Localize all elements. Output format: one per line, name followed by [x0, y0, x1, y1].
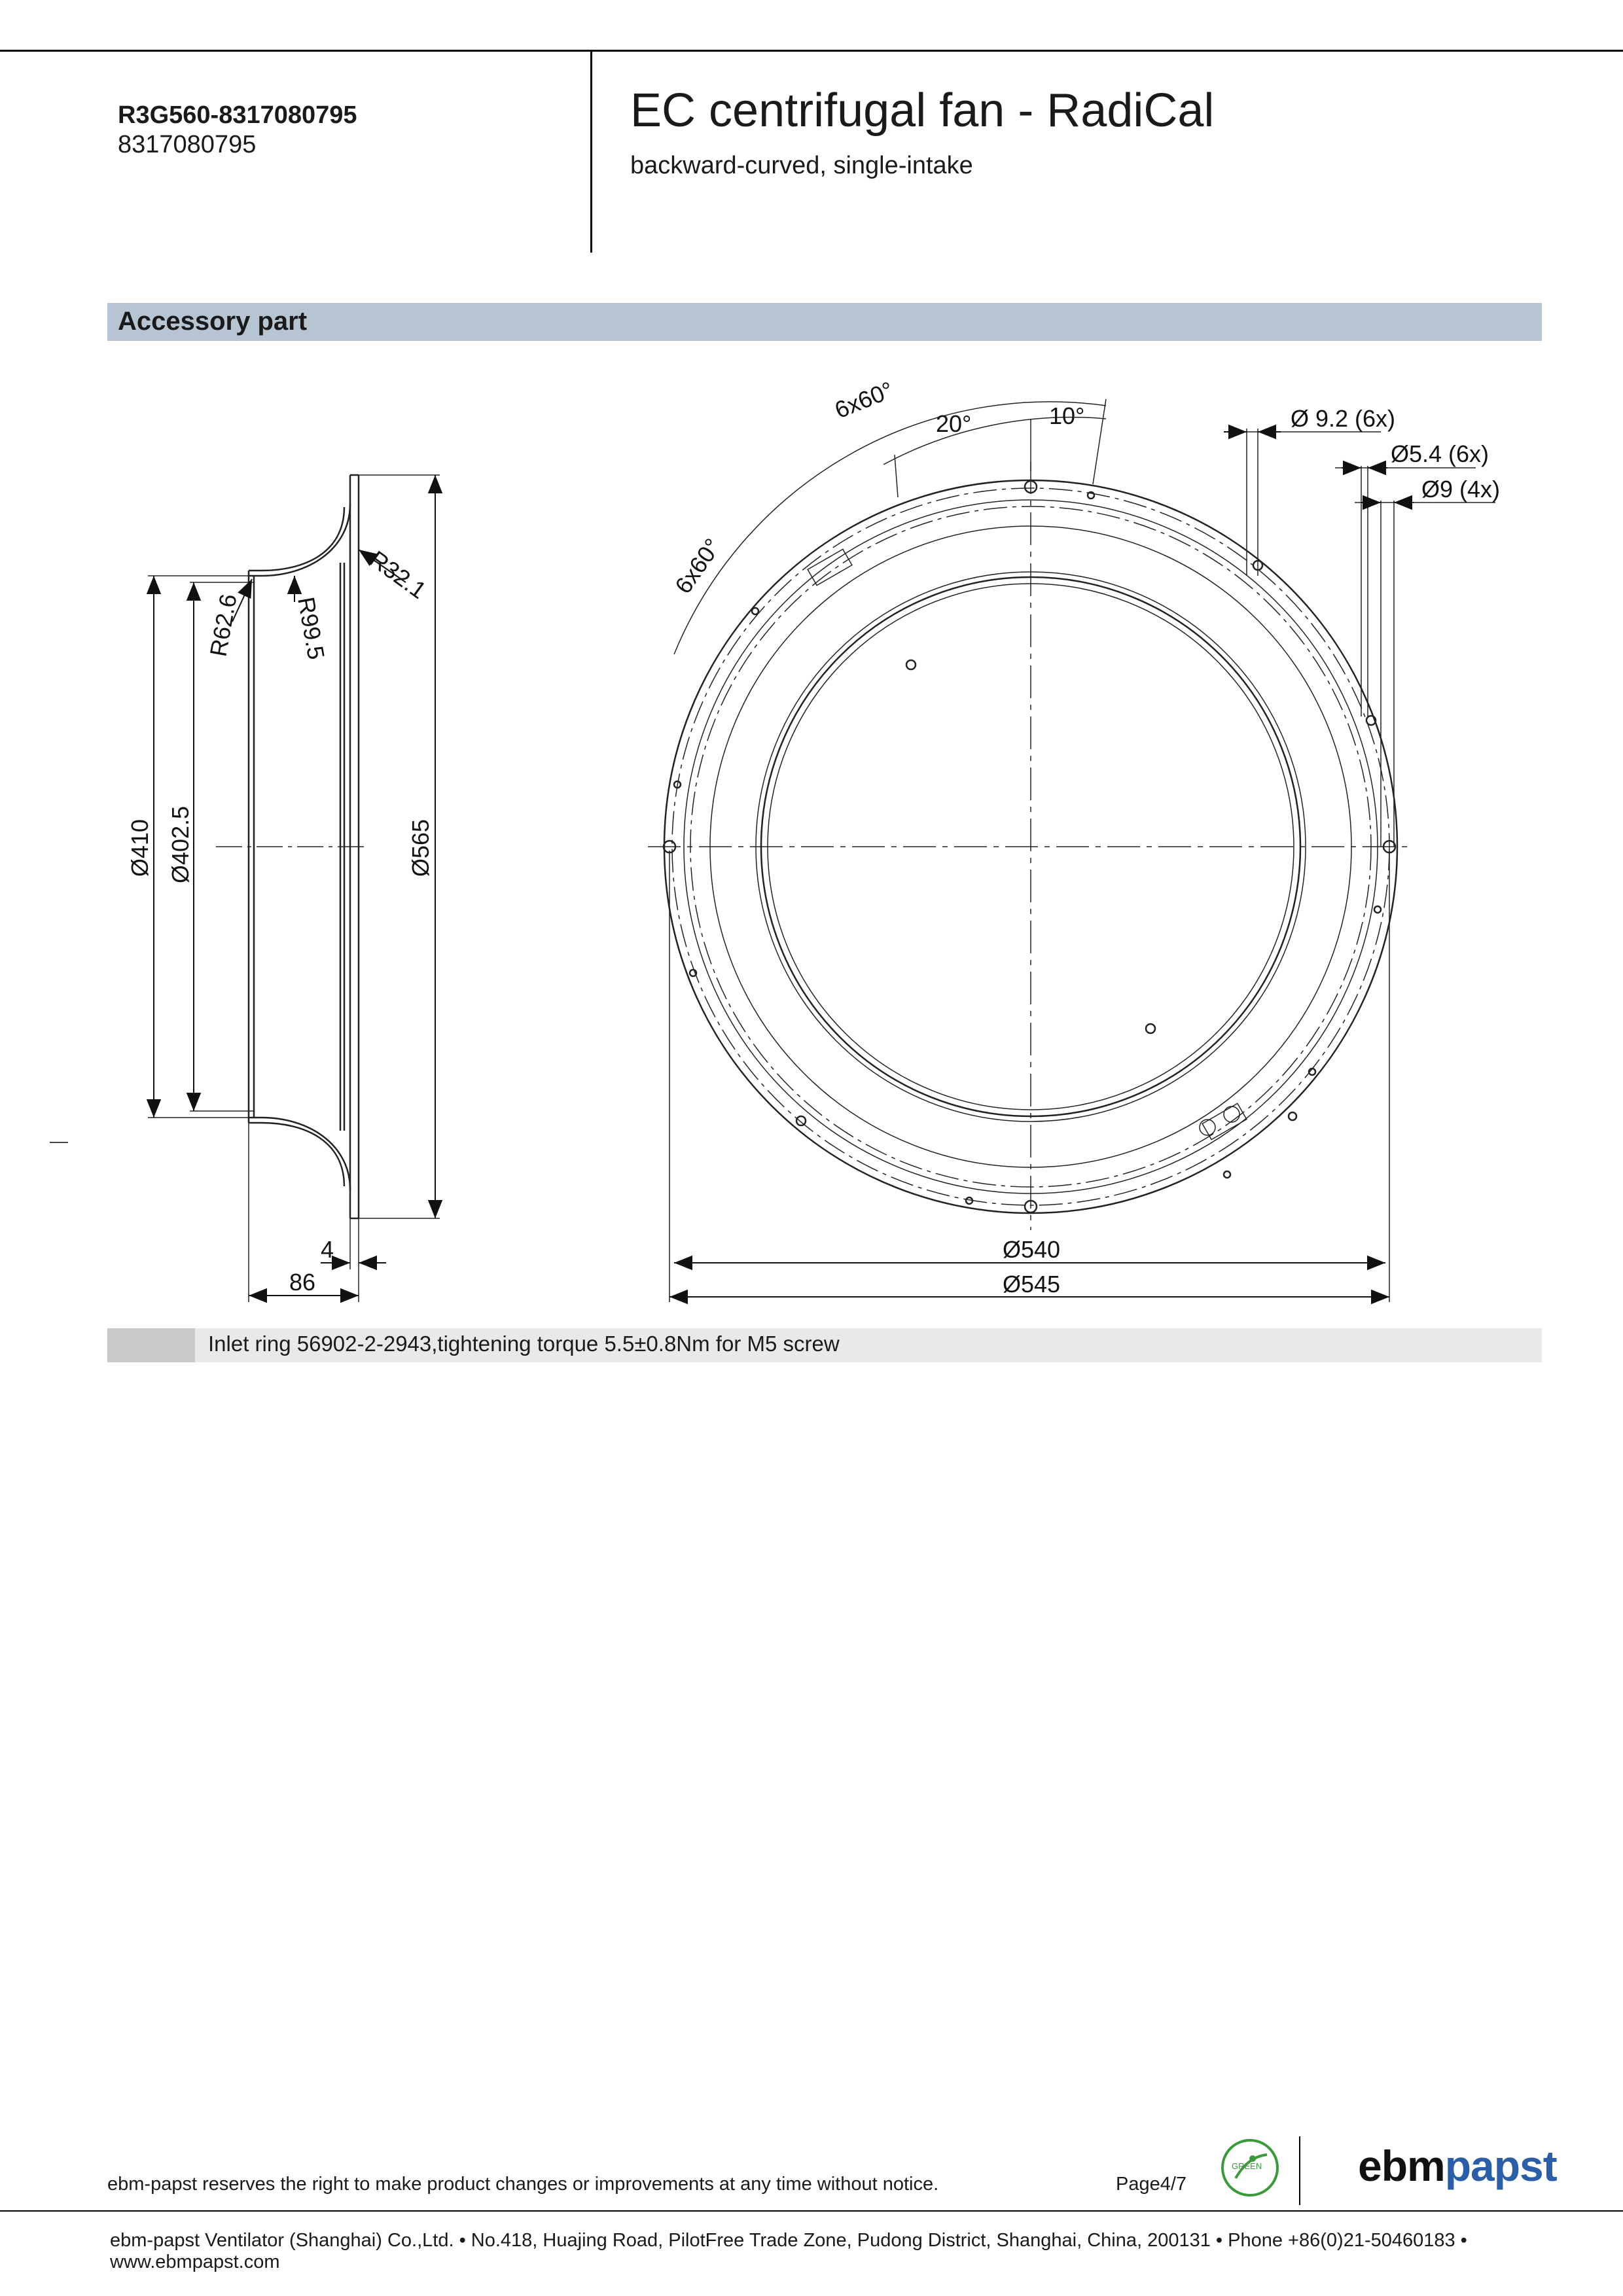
article-number: 8317080795: [118, 131, 257, 158]
pitch-inner-label: 6x60°: [669, 533, 726, 599]
angle-20-label: 20°: [936, 410, 972, 437]
brand-part1: ebm: [1358, 2142, 1445, 2190]
thickness-label: 4: [321, 1236, 334, 1263]
dim-545-label: Ø545: [1003, 1271, 1061, 1298]
brand-logo: [1358, 2141, 1557, 2191]
page-title: EC centrifugal fan - RadiCal: [630, 84, 1215, 137]
green-label-text: GREEN: [1232, 2161, 1262, 2171]
note-key-cell: [107, 1328, 195, 1362]
section-title: Accessory part: [118, 307, 308, 336]
hole-54-label: Ø5.4 (6x): [1391, 440, 1489, 467]
side-view-labels: [126, 545, 434, 1296]
side-view-dimensions: [154, 475, 435, 1296]
green-label-icon: [1219, 2136, 1281, 2199]
note-text: Inlet ring 56902-2-2943,tightening torque 5.5±0.8Nm for M5 screw: [208, 1332, 840, 1356]
model-number: R3G560-8317080795: [118, 101, 357, 129]
hole-92-label: Ø 9.2 (6x): [1291, 405, 1396, 432]
depth-label: 86: [289, 1269, 316, 1296]
dim-565-label: Ø565: [407, 819, 434, 877]
technical-drawing: [0, 353, 1623, 1322]
footer-address: ebm-papst Ventilator (Shanghai) Co.,Ltd. • No.418, Huajing Road, PilotFree Trade Zone, Pudong District, Shanghai, China, 200131 • Phone +86(0)21-50460183 • www.ebmpapst.com: [110, 2230, 1467, 2272]
front-view-labels: [669, 376, 1500, 1298]
radius-99-label: R99.5: [293, 595, 330, 662]
front-view: [648, 399, 1495, 1302]
page-subtitle: backward-curved, single-intake: [630, 152, 973, 179]
dim-402-label: Ø402.5: [167, 805, 194, 883]
header-divider: [590, 50, 592, 253]
hole-9-label: Ø9 (4x): [1421, 476, 1501, 503]
section-header-bar: [107, 303, 1542, 341]
footer-logo-divider: [1299, 2136, 1300, 2205]
page-number: Page4/7: [1116, 2174, 1187, 2195]
footer-disclaimer: ebm-papst reserves the right to make product changes or improvements at any time without notice.: [107, 2174, 939, 2195]
header-top-rule: [0, 50, 1623, 52]
pitch-outer-label: 6x60°: [830, 376, 897, 424]
radius-32-label: R32.1: [365, 545, 432, 604]
dim-540-label: Ø540: [1003, 1236, 1061, 1263]
angle-10-label: 10°: [1049, 402, 1085, 429]
footer-rule: [0, 2210, 1623, 2212]
brand-part2: papst: [1444, 2142, 1557, 2190]
dim-410-label: Ø410: [126, 819, 153, 877]
radius-62-label: R62.6: [204, 592, 242, 659]
